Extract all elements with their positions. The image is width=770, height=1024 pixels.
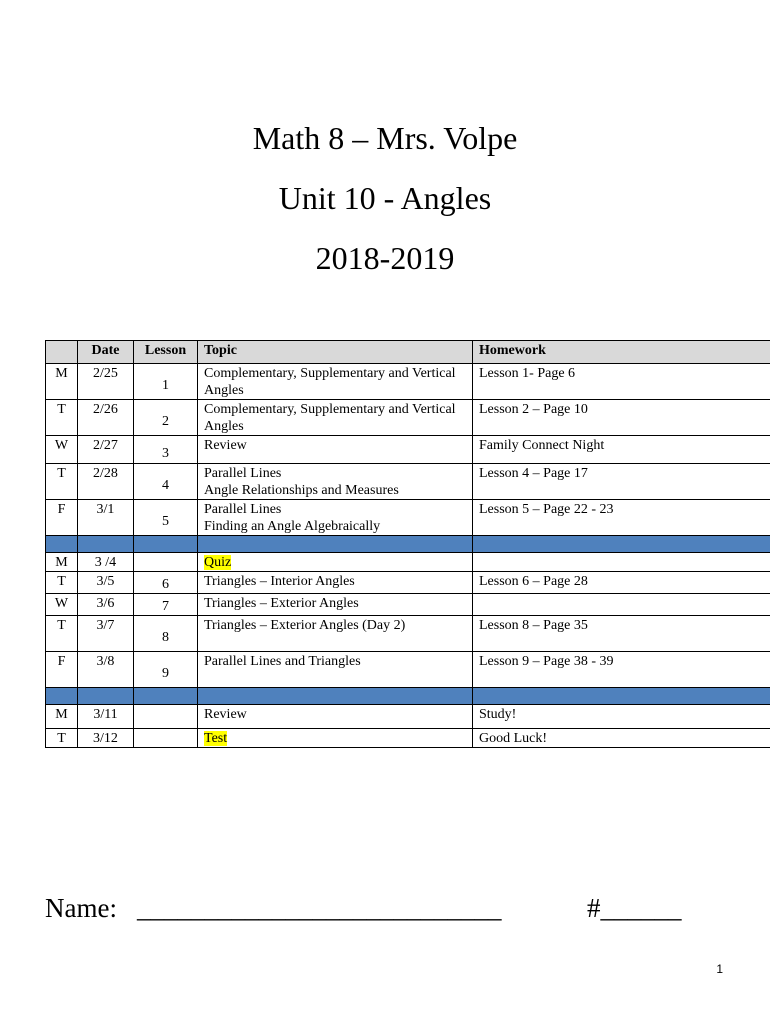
separator-cell <box>78 536 134 553</box>
date-cell: 3/7 <box>78 616 134 652</box>
homework-cell: Lesson 4 – Page 17 <box>473 464 770 500</box>
topic-cell <box>198 553 473 572</box>
unit-title: Unit 10 - Angles <box>278 180 492 216</box>
table-row <box>46 729 770 748</box>
lesson-cell: 2 <box>134 400 198 436</box>
topic-cell: Review <box>198 705 473 729</box>
date-cell: 3/6 <box>78 594 134 616</box>
lesson-cell: 8 <box>134 616 198 652</box>
separator-cell <box>46 536 78 553</box>
date-cell: 3/5 <box>78 572 134 594</box>
table-row <box>46 705 770 729</box>
homework-cell <box>473 594 770 616</box>
topic-cell: Complementary, Supplementary and Vertical Angles <box>198 364 473 400</box>
homework-cell: Good Luck! <box>473 729 770 748</box>
lesson-cell: 6 <box>134 572 198 594</box>
date-cell: 3/12 <box>78 729 134 748</box>
test-highlight: Test <box>204 731 228 746</box>
homework-cell: Lesson 6 – Page 28 <box>473 572 770 594</box>
topic-line: Parallel Lines <box>204 502 282 517</box>
lesson-cell: 4 <box>134 464 198 500</box>
date-cell: 3/1 <box>78 500 134 536</box>
separator-cell <box>198 688 473 705</box>
header-homework: Homework <box>473 341 770 364</box>
table-row <box>46 652 770 688</box>
header-lesson: Lesson <box>134 341 198 364</box>
lesson-cell: 7 <box>134 594 198 616</box>
topic-cell <box>198 500 473 536</box>
table-row <box>46 400 770 436</box>
table-row <box>46 500 770 536</box>
day-cell: W <box>46 436 78 464</box>
day-cell: M <box>46 705 78 729</box>
page-number: 1 <box>716 962 723 976</box>
topic-cell: Parallel Lines and Triangles <box>198 652 473 688</box>
name-label: Name: <box>45 893 117 923</box>
lesson-cell <box>134 705 198 729</box>
day-cell: T <box>46 729 78 748</box>
table-row <box>46 594 770 616</box>
day-cell: W <box>46 594 78 616</box>
name-blank[interactable]: ___________________________ <box>137 893 502 923</box>
date-cell: 3 /4 <box>78 553 134 572</box>
homework-cell: Lesson 2 – Page 10 <box>473 400 770 436</box>
date-cell: 2/28 <box>78 464 134 500</box>
day-cell: F <box>46 652 78 688</box>
day-cell: T <box>46 616 78 652</box>
topic-cell: Review <box>198 436 473 464</box>
day-cell: T <box>46 400 78 436</box>
header-day <box>46 341 78 364</box>
separator-cell <box>134 536 198 553</box>
lesson-cell <box>134 729 198 748</box>
header-topic: Topic <box>198 341 473 364</box>
topic-line: Finding an Angle Algebraically <box>204 519 381 534</box>
table-row <box>46 436 770 464</box>
day-cell: F <box>46 500 78 536</box>
lesson-cell: 3 <box>134 436 198 464</box>
date-cell: 3/11 <box>78 705 134 729</box>
week-separator <box>46 688 770 705</box>
day-cell: M <box>46 553 78 572</box>
school-year: 2018-2019 <box>315 240 455 276</box>
topic-cell <box>198 729 473 748</box>
homework-cell: Family Connect Night <box>473 436 770 464</box>
homework-cell: Lesson 9 – Page 38 - 39 <box>473 652 770 688</box>
table-header-row <box>46 341 770 364</box>
topic-line: Angle Relationships and Measures <box>204 483 399 498</box>
topic-cell: Triangles – Exterior Angles <box>198 594 473 616</box>
separator-cell <box>473 688 770 705</box>
separator-cell <box>78 688 134 705</box>
separator-cell <box>46 688 78 705</box>
lesson-cell: 5 <box>134 500 198 536</box>
unit-schedule-table <box>45 340 770 748</box>
homework-cell: Lesson 1- Page 6 <box>473 364 770 400</box>
student-number-blank[interactable]: #______ <box>587 893 682 923</box>
table-row <box>46 553 770 572</box>
topic-cell: Complementary, Supplementary and Vertical Angles <box>198 400 473 436</box>
separator-cell <box>473 536 770 553</box>
document-title <box>0 108 770 288</box>
lesson-cell <box>134 553 198 572</box>
day-cell: T <box>46 464 78 500</box>
separator-cell <box>198 536 473 553</box>
lesson-cell: 1 <box>134 364 198 400</box>
quiz-highlight: Quiz <box>204 555 232 570</box>
date-cell: 2/27 <box>78 436 134 464</box>
date-cell: 2/26 <box>78 400 134 436</box>
homework-cell <box>473 553 770 572</box>
separator-cell <box>134 688 198 705</box>
lesson-cell: 9 <box>134 652 198 688</box>
table-row <box>46 464 770 500</box>
topic-cell: Triangles – Exterior Angles (Day 2) <box>198 616 473 652</box>
week-separator <box>46 536 770 553</box>
course-title: Math 8 – Mrs. Volpe <box>252 120 518 156</box>
date-cell: 3/8 <box>78 652 134 688</box>
day-cell: T <box>46 572 78 594</box>
header-date: Date <box>78 341 134 364</box>
topic-line: Parallel Lines <box>204 466 282 481</box>
homework-cell: Lesson 8 – Page 35 <box>473 616 770 652</box>
topic-cell: Triangles – Interior Angles <box>198 572 473 594</box>
homework-cell: Lesson 5 – Page 22 - 23 <box>473 500 770 536</box>
date-cell: 2/25 <box>78 364 134 400</box>
day-cell: M <box>46 364 78 400</box>
table-row <box>46 364 770 400</box>
table-row <box>46 616 770 652</box>
table-row <box>46 572 770 594</box>
homework-cell: Study! <box>473 705 770 729</box>
topic-cell <box>198 464 473 500</box>
